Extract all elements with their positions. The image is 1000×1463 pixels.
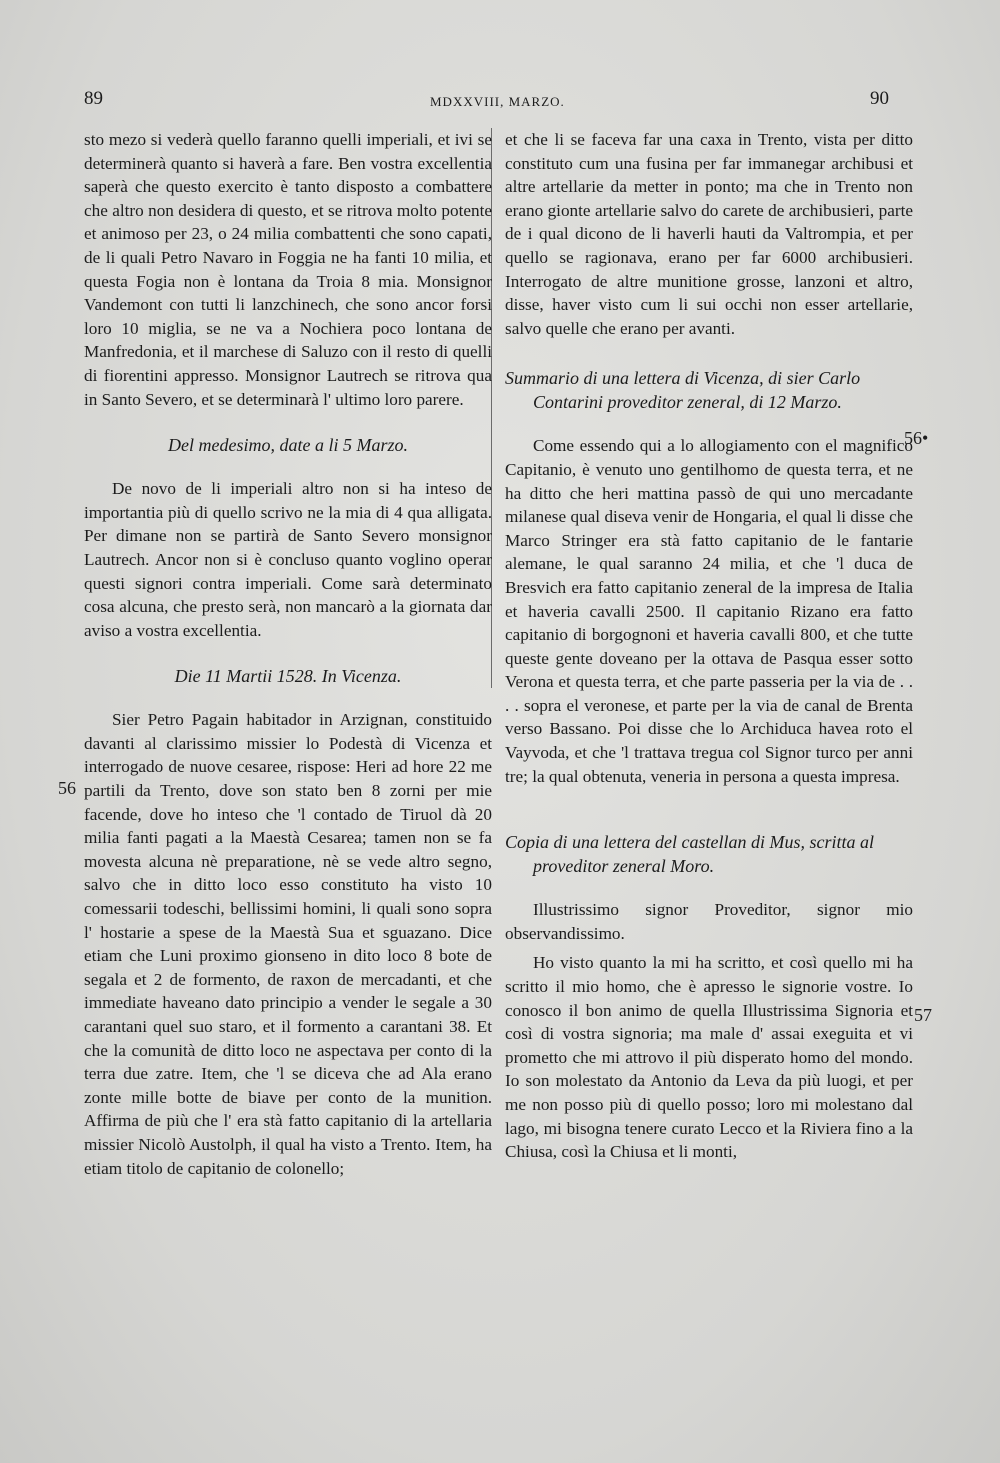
margin-number-right-56: 56• [904,428,929,448]
right-paragraph-3: Illustrissimo signor Proveditor, signor mio observandissimo. [505,900,913,943]
left-paragraph-3: Sier Petro Pagain habitador in Arzignan, constituido davanti al clarissimo missier lo Podestà di Vicenza et interrogado de nuove cesaree, rispose: Heri ad hore 22 me partili da Trento, dove son stato ben 8 zorni per mie facende, dove ho inteso che 'l contado de Tiruol dà 20 milia fanti pagati a la Maestà Cesarea; tamen non se fa movesta alcuna nè preparatione, nè se vede altro segno, salvo che in ditto loco esso constituto ha visto 10 comessarii todeschi, bellissimi homini, li quali sono sopra l' hostarie a spese de la Maestà Sua et sguazano. Dice etiam che Luni proximo gionseno in dito loco 8 bote de segala et 2 de formento, de raxon de mercadanti, et che immediate haveano dato principio a vender le segale a 30 carantani quel suo staro, et il formento a carantani 38. Et che la comunità de ditto loco ne aspectava per conto di la terra due zatre. Item, che 'l se diceva che ad Ala erano zonte mille botte de biave per conto de la munition. Affirma de più che l' era stà fatto capitanio di la artellaria missier Nicolò Austolph, il qual ha visto a Trento. Item, ha etiam titolo de capitanio de colonello; [84,710,492,1178]
right-paragraph-4: Ho visto quanto la mi ha scritto, et così quello mi ha scritto il mio homo, che è apresso le signorie vostre. Io conosco il bon animo de quella Illustrissima Signoria et così di vostra signoria; ma male d' assai exeguita et vi prometto che mi attrovo il più disperato homo del mondo. Io son molestato da Antonio da Leva da più luogi, et per me non posso più di quello posso; loro mi molestano dal lago, mi bisogna tenere curato Lecco et la Riviera fino a la Chiusa, così la Chiusa et li monti, [505,953,913,1162]
right-column [505,128,913,1164]
right-heading-2: Copia di una lettera del castellan di Mus, scritta al proveditor zeneral Moro. [505,832,874,877]
margin-number-right-57: 57 [914,1005,932,1025]
left-heading-1: Del medesimo, date a li 5 Marzo. [168,435,408,456]
running-title: MDXXVIII, MARZO. [430,94,565,109]
page-number-left: 89 [84,88,103,109]
left-heading-2: Die 11 Martii 1528. In Vicenza. [174,666,402,687]
page-number-right: 90 [870,88,889,109]
spacer [505,788,913,808]
left-paragraph-1: sto mezo si vederà quello faranno quelli imperiali, et ivi se determinerà quanto si haverà a fare. Ben vostra excellentia saperà che questo exercito è tanto disposto a combattere che altro non desidera di questo, et se ritrova molto potente et animoso per 23, o 24 milia combattenti che sono capati, de li quali Petro Navaro in Foggia ne ha fanti 10 milia, et questa Fogia non è lontana da Troia 8 mia. Monsignor Vandemont con tutti li lanzchinech, che sono ancor forsi loro 10 miglia, se ne va a Nochiera poco lontana de Manfredonia, et il marchese di Saluzo con il resto di quelli di fiorentini appresso. Monsignor Lautrech se ritrova qua in Santo Severo, et se determinarà l' ultimo loro parere. [84,130,492,409]
left-column [84,128,492,1180]
left-paragraph-2: De novo de li imperiali altro non si ha inteso de importantia più di quello scrivo ne la mia di 4 qua alligata. Per dimane non se partirà de Santo Severo monsignor Lautrech. Ancor non si è concluso quanto voglino operar questi signori contra imperiali. Come sarà determinato cosa alcuna, che presto serà, non mancarò a la giornata dar aviso a vostra excellentia. [84,479,492,640]
right-heading-1: Summario di una lettera di Vicenza, di sier Carlo Contarini proveditor zeneral, di 12 Marzo. [505,368,861,413]
margin-number-left-56: 56 [58,778,76,798]
right-paragraph-1: et che li se faceva far una caxa in Trento, vista per ditto constituto cum una fusina per far immanegar archibusi et altre artellarie da metter in ponto; ma che in Trento non erano gionte artellarie salvo do carete de archibusieri, parte de i qual dicono de li haverli hauti da Valtrompia, et per quello se ragionava, erano per far 6000 archibusieri. Interrogato de altre munitione grosse, lanzoni et altro, disse, haver visto cum li sui occhi non esser artellarie, salvo quelle che erano per avanti. [505,130,913,338]
right-paragraph-2: Come essendo qui a lo allogiamento con el magnifico Capitanio, è venuto uno gentilhomo de questa terra, et ne ha ditto che heri mattina passò de qui uno mercadante milanese qual diseva venir de Hongaria, el qual li disse che Marco Stringer era stà fatto capitanio de le fantarie alemane, le qual saranno 24 milia, et che 'l duca de Bresvich era fatto capitanio zeneral de la impresa de Italia et haveria cavalli 2500. Il capitanio Rizano era fatto capitanio di borgognoni et haveria cavalli 800, et che tutte queste gente doveano per la ottava de Pasqua esser sotto Verona et questa terra, et che parte passeria per la via de . . . . sopra el veronese, et parte per la via de canal de Brenta verso Bassano. Poi disse che lo Archiduca havea roto el Vayvoda, et che 'l trattava tregua col Signor turco per anni tre; la qual obtenuta, veneria in persona a questa impresa. [505,436,913,786]
